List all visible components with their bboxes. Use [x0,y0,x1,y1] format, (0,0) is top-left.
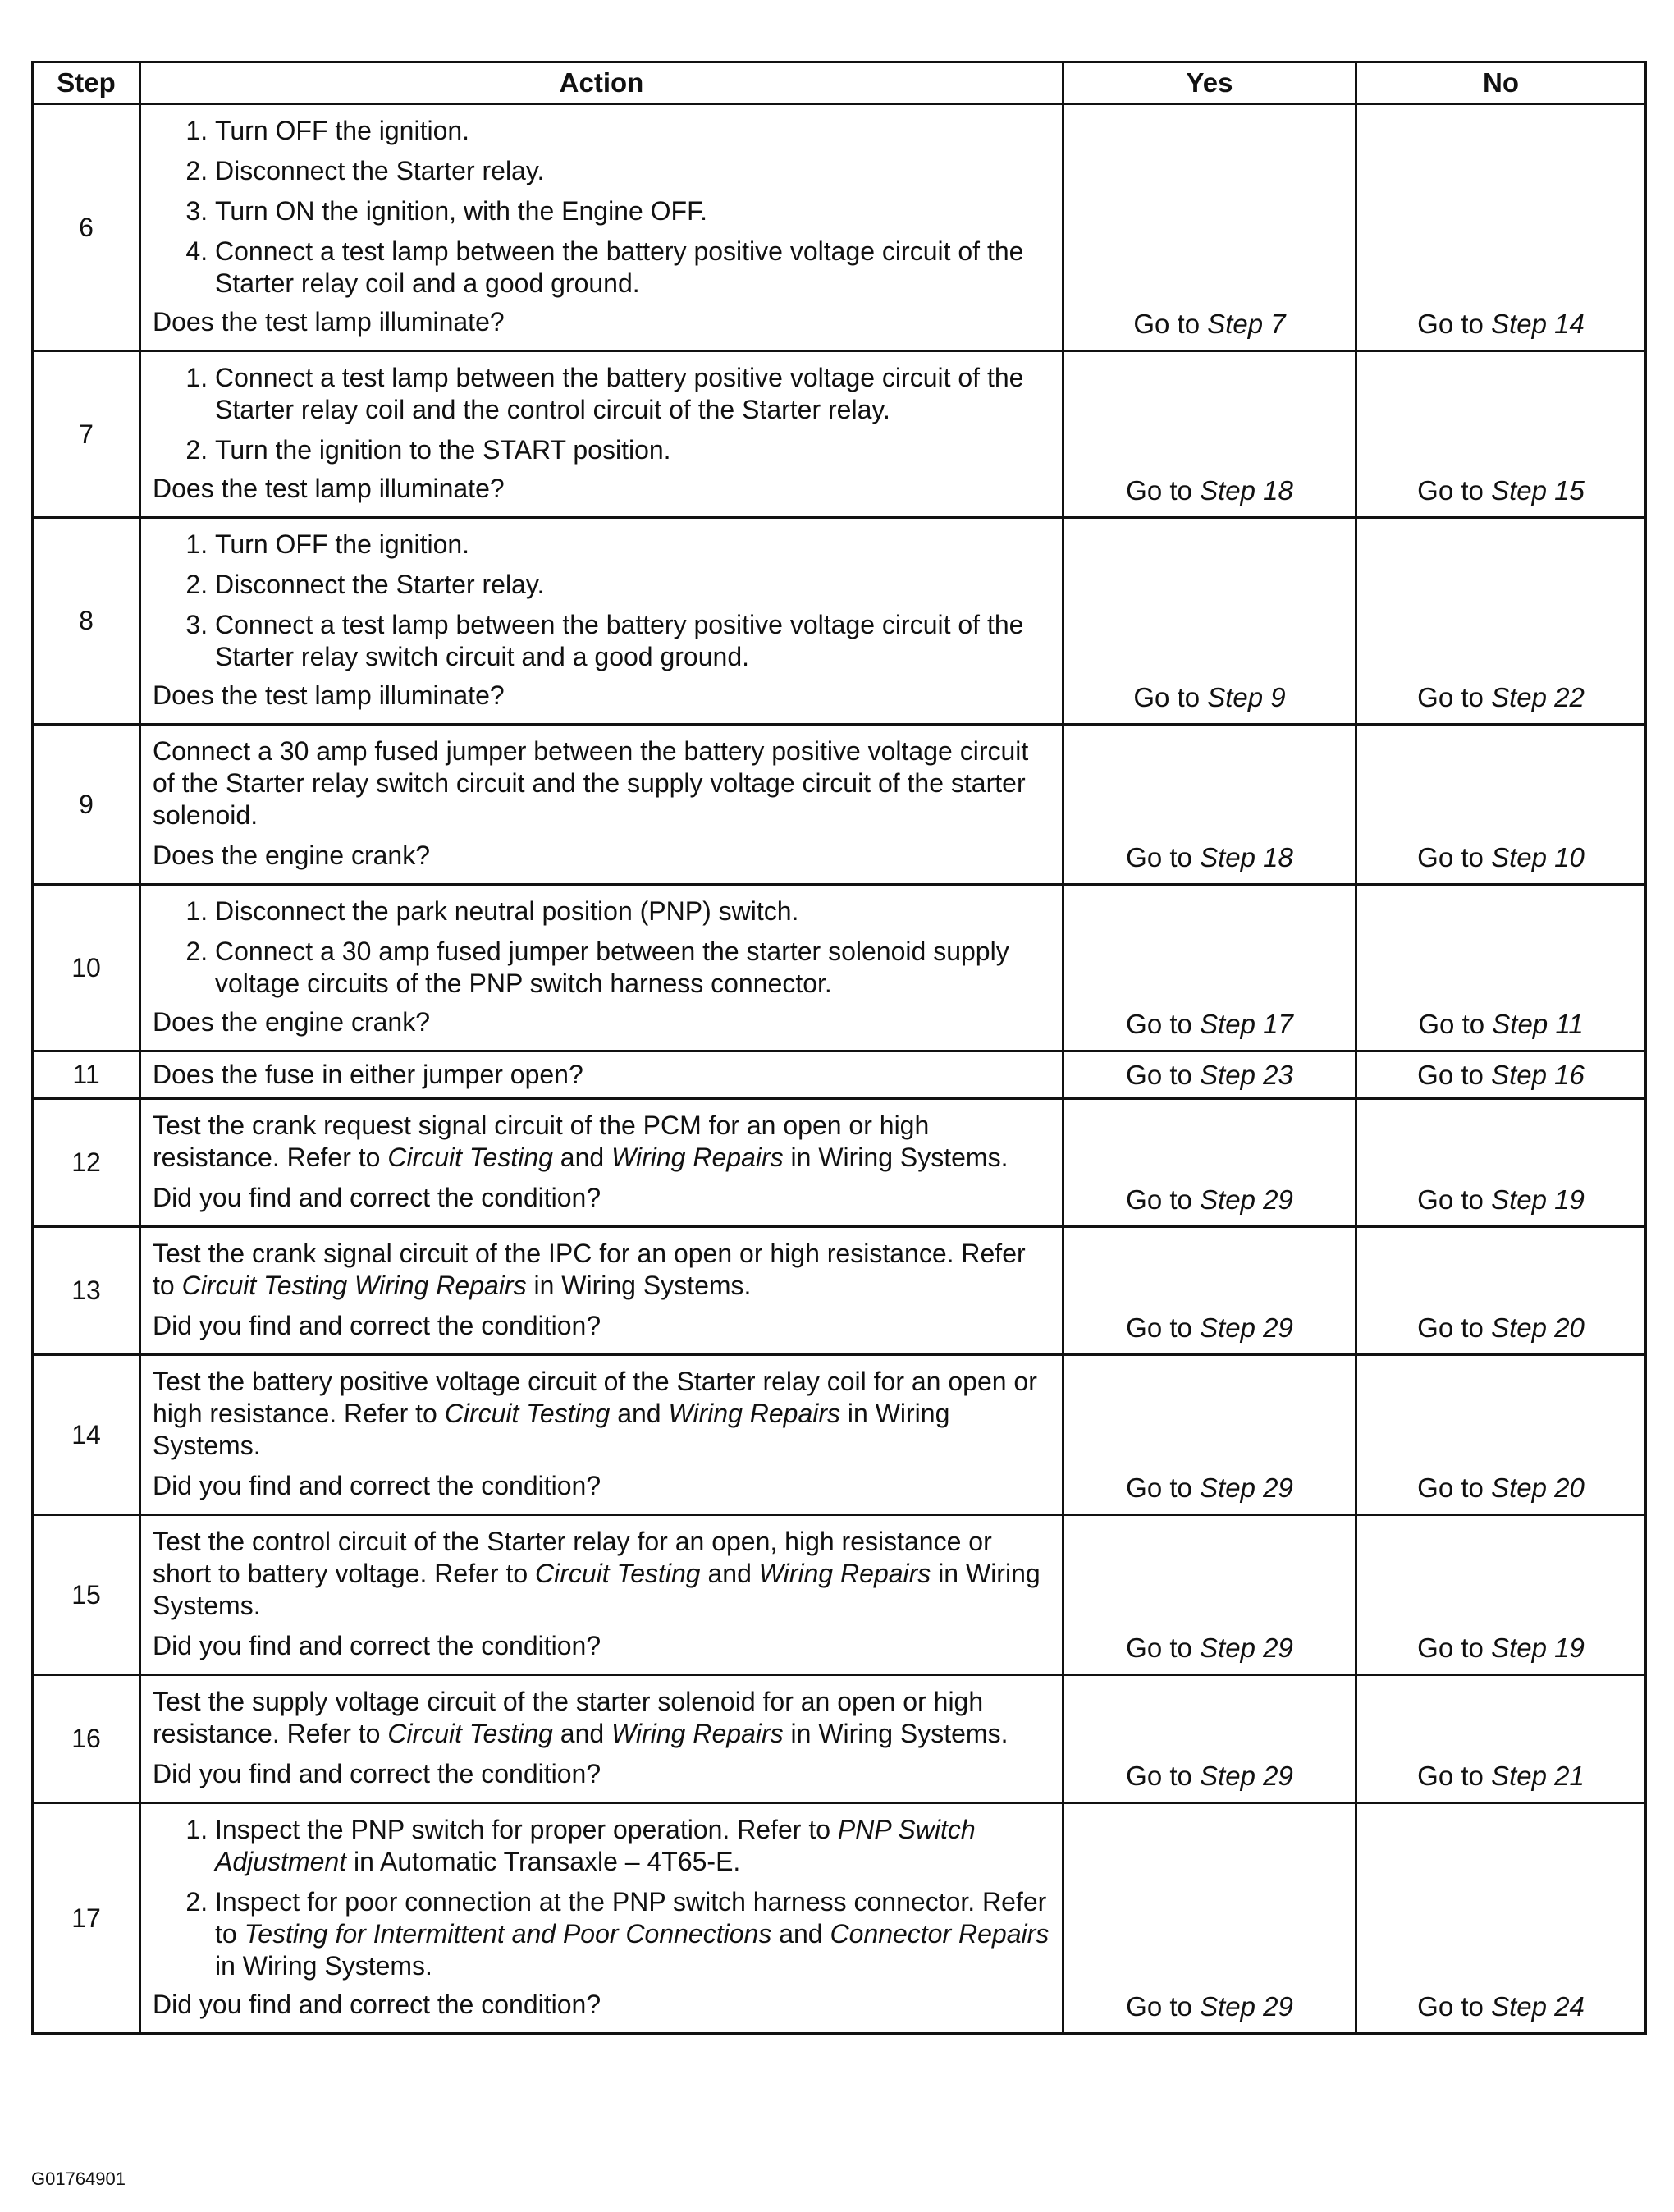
action-text [153,1526,1050,1622]
yes-cell [1063,1227,1356,1355]
text-segment: Connect a test lamp between the battery positive voltage circuit of the Starter relay switch circuit and a good ground. [215,610,1024,671]
no-goto-prefix: Go to [1417,1472,1492,1503]
header-action: Action [140,62,1063,104]
table-row [33,1099,1646,1227]
no-goto-step-link[interactable]: Step 10 [1491,842,1585,872]
no-cell [1356,1675,1646,1803]
yes-goto-prefix: Go to [1126,475,1201,506]
no-goto-step-link[interactable]: Step 20 [1491,1312,1585,1343]
action-steps-list [153,529,1050,673]
yes-goto-prefix: Go to [1133,309,1208,339]
yes-cell [1063,1355,1356,1515]
yes-cell [1063,1675,1356,1803]
no-cell [1356,885,1646,1051]
text-segment: Disconnect the park neutral position (PNP) switch. [215,896,799,926]
yes-goto-step-link[interactable]: Step 29 [1200,1184,1293,1215]
yes-cell [1063,1515,1356,1675]
text-segment: Disconnect the Starter relay. [215,570,545,599]
header-step: Step [33,62,140,104]
text-segment: in Automatic Transaxle – 4T65-E. [346,1847,741,1876]
table-row [33,1675,1646,1803]
step-number: 13 [33,1227,140,1355]
no-cell [1356,1227,1646,1355]
step-number: 14 [33,1355,140,1515]
text-segment: Turn OFF the ignition. [215,116,470,145]
step-number: 7 [33,351,140,518]
reference-text: PNP Switch Adjustment [215,1815,976,1876]
action-cell [140,885,1063,1051]
yes-goto-prefix: Go to [1126,1184,1201,1215]
text-segment: Test the control circuit of the Starter relay for an open, high resistance or short to battery voltage. Refer to [153,1527,992,1588]
action-text [153,1238,1050,1302]
table-row [33,1515,1646,1675]
step-number: 10 [33,885,140,1051]
no-cell [1356,1099,1646,1227]
question-text: Did you find and correct the condition? [153,1990,601,2019]
no-goto-prefix: Go to [1417,1991,1492,2022]
no-goto-step-link[interactable]: Step 22 [1491,682,1585,712]
step-number: 9 [33,725,140,885]
no-goto-step-link[interactable]: Step 14 [1491,309,1585,339]
question-text: Did you find and correct the condition? [153,1759,601,1788]
no-goto-step-link[interactable]: Step 24 [1491,1991,1585,2022]
question-text: Did you find and correct the condition? [153,1471,601,1500]
no-cell [1356,104,1646,351]
no-goto-step-link[interactable]: Step 19 [1491,1184,1585,1215]
question-text: Does the test lamp illuminate? [153,474,505,503]
action-step [215,236,1050,300]
no-goto-prefix: Go to [1418,1009,1493,1039]
table-row [33,351,1646,518]
action-step [215,155,1050,187]
question-text: Does the engine crank? [153,840,430,870]
text-segment: Test the supply voltage circuit of the starter solenoid for an open or high resistance. Refer to [153,1687,984,1748]
action-cell [140,104,1063,351]
action-step [215,1886,1050,1982]
yes-goto-step-link[interactable]: Step 18 [1200,475,1293,506]
action-step [215,195,1050,227]
question-text: Did you find and correct the condition? [153,1183,601,1212]
text-segment: in Wiring Systems. [783,1143,1009,1172]
text-segment: and [771,1919,830,1949]
yes-goto-prefix: Go to [1126,1009,1201,1039]
text-segment: Test the battery positive voltage circuit of the Starter relay coil for an open or high resistance. Refer to [153,1367,1037,1428]
yes-cell [1063,725,1356,885]
text-segment: and [610,1399,669,1428]
text-segment: Connect a 30 amp fused jumper between the starter solenoid supply voltage circuits of the PNP switch harness connector. [215,937,1009,998]
text-segment: Connect a test lamp between the battery positive voltage circuit of the Starter relay coil and a good ground. [215,236,1024,298]
action-steps-list [153,362,1050,466]
action-cell [140,1227,1063,1355]
action-steps-list [153,115,1050,300]
action-cell [140,1099,1063,1227]
reference-text: Circuit Testing [535,1559,701,1588]
yes-goto-prefix: Go to [1126,1472,1201,1503]
step-number: 16 [33,1675,140,1803]
no-goto-prefix: Go to [1417,475,1492,506]
yes-goto-step-link[interactable]: Step 9 [1207,682,1286,712]
table-row [33,885,1646,1051]
no-cell [1356,518,1646,725]
no-cell [1356,725,1646,885]
yes-goto-step-link[interactable]: Step 29 [1200,1991,1293,2022]
reference-text: Circuit Testing [444,1399,611,1428]
yes-cell [1063,351,1356,518]
no-goto-step-link[interactable]: Step 21 [1491,1761,1585,1791]
text-segment: Inspect the PNP switch for proper operation. Refer to [215,1815,838,1844]
action-cell [140,351,1063,518]
no-goto-prefix: Go to [1417,1761,1492,1791]
text-segment: in Wiring Systems. [153,1399,950,1460]
action-cell [140,1803,1063,2034]
no-cell [1356,1515,1646,1675]
reference-text: Testing for Intermittent and Poor Connections [244,1919,772,1949]
yes-goto-prefix: Go to [1126,1761,1201,1791]
reference-text: Circuit Testing [387,1143,553,1172]
text-segment: Turn OFF the ignition. [215,529,470,559]
action-step [215,529,1050,561]
action-text [153,1366,1050,1462]
yes-goto-prefix: Go to [1126,1991,1201,2022]
text-segment: Test the crank signal circuit of the IPC for an open or high resistance. Refer to [153,1239,1026,1300]
table-row [33,518,1646,725]
action-cell [140,518,1063,725]
no-cell [1356,1355,1646,1515]
yes-goto-step-link[interactable]: Step 29 [1200,1761,1293,1791]
yes-cell [1063,1099,1356,1227]
action-step [215,1814,1050,1878]
text-segment: and [700,1559,759,1588]
question-text: Does the test lamp illuminate? [153,307,505,337]
no-goto-step-link[interactable]: Step 20 [1491,1472,1585,1503]
no-goto-prefix: Go to [1417,309,1492,339]
step-number: 12 [33,1099,140,1227]
text-segment: and [552,1143,612,1172]
table-row [33,1803,1646,2034]
no-goto-step-link[interactable]: Step 16 [1491,1060,1585,1090]
text-segment: Test the crank request signal circuit of the PCM for an open or high resistance. Refer to [153,1111,930,1172]
no-cell [1356,1051,1646,1099]
step-number: 15 [33,1515,140,1675]
reference-text: Circuit Testing [387,1719,553,1748]
reference-text: Wiring Repairs [758,1559,931,1588]
yes-goto-prefix: Go to [1126,1312,1201,1343]
yes-cell [1063,1051,1356,1099]
action-step [215,936,1050,1000]
no-cell [1356,351,1646,518]
table-row [33,1051,1646,1099]
action-text [153,735,1050,831]
step-number: 8 [33,518,140,725]
no-goto-step-link[interactable]: Step 11 [1492,1009,1584,1039]
table-row [33,104,1646,351]
yes-goto-step-link[interactable]: Step 29 [1200,1312,1293,1343]
question-text: Did you find and correct the condition? [153,1631,601,1660]
action-text [153,1110,1050,1174]
text-segment: in Wiring Systems. [215,1951,432,1981]
step-number: 17 [33,1803,140,2034]
reference-text: Wiring Repairs [611,1719,784,1748]
action-text [153,1686,1050,1750]
yes-goto-prefix: Go to [1126,1633,1201,1663]
table-row [33,725,1646,885]
diagnostic-table [31,61,1647,2035]
text-segment: in Wiring Systems. [153,1559,1041,1620]
text-segment: Connect a test lamp between the battery positive voltage circuit of the Starter relay coil and the control circuit of the Starter relay. [215,363,1024,424]
yes-goto-step-link[interactable]: Step 18 [1200,842,1293,872]
yes-goto-step-link[interactable]: Step 29 [1200,1472,1293,1503]
action-step [215,895,1050,927]
action-step [215,609,1050,673]
question-text: Does the test lamp illuminate? [153,680,505,710]
no-goto-prefix: Go to [1417,682,1492,712]
table-row [33,1355,1646,1515]
action-steps-list [153,1814,1050,1982]
reference-text: Wiring Repairs [668,1399,841,1428]
reference-text: Circuit Testing Wiring Repairs [181,1271,527,1300]
no-goto-step-link[interactable]: Step 15 [1491,475,1585,506]
yes-cell [1063,518,1356,725]
yes-goto-prefix: Go to [1133,682,1208,712]
text-segment: and [552,1719,612,1748]
text-segment: Disconnect the Starter relay. [215,156,545,185]
action-step [215,434,1050,466]
header-yes: Yes [1063,62,1356,104]
no-cell [1356,1803,1646,2034]
yes-goto-prefix: Go to [1126,1060,1201,1090]
action-step [215,569,1050,601]
reference-text: Connector Repairs [830,1919,1050,1949]
question-text: Does the engine crank? [153,1007,430,1037]
no-goto-prefix: Go to [1417,1184,1492,1215]
action-steps-list [153,895,1050,1000]
no-goto-prefix: Go to [1417,842,1492,872]
action-step [215,115,1050,147]
no-goto-prefix: Go to [1417,1312,1492,1343]
yes-cell [1063,885,1356,1051]
step-number: 6 [33,104,140,351]
question-text: Does the fuse in either jumper open? [153,1060,583,1089]
yes-goto-step-link[interactable]: Step 7 [1207,309,1286,339]
step-number: 11 [33,1051,140,1099]
question-text: Did you find and correct the condition? [153,1311,601,1340]
text-segment: Turn the ignition to the START position. [215,435,671,465]
action-cell [140,1355,1063,1515]
header-row [33,62,1646,104]
text-segment: Connect a 30 amp fused jumper between the battery positive voltage circuit of the Starter relay switch circuit and the supply voltage circuit of the starter solenoid. [153,736,1029,830]
no-goto-prefix: Go to [1417,1633,1492,1663]
header-no: No [1356,62,1646,104]
no-goto-step-link[interactable]: Step 19 [1491,1633,1585,1663]
table-body [33,104,1646,2034]
yes-goto-step-link[interactable]: Step 29 [1200,1633,1293,1663]
action-cell [140,1051,1063,1099]
no-goto-prefix: Go to [1417,1060,1492,1090]
text-segment: in Wiring Systems. [783,1719,1009,1748]
yes-goto-step-link[interactable]: Step 23 [1200,1060,1293,1090]
text-segment: Turn ON the ignition, with the Engine OFF. [215,196,707,226]
action-cell [140,1515,1063,1675]
action-cell [140,1675,1063,1803]
yes-cell [1063,104,1356,351]
yes-goto-prefix: Go to [1126,842,1201,872]
action-cell [140,725,1063,885]
figure-id: G01764901 [31,2168,126,2189]
yes-goto-step-link[interactable]: Step 17 [1200,1009,1293,1039]
text-segment: Inspect for poor connection at the PNP switch harness connector. Refer to [215,1887,1047,1949]
yes-cell [1063,1803,1356,2034]
reference-text: Wiring Repairs [611,1143,784,1172]
action-step [215,362,1050,426]
table-row [33,1227,1646,1355]
text-segment: in Wiring Systems. [526,1271,752,1300]
